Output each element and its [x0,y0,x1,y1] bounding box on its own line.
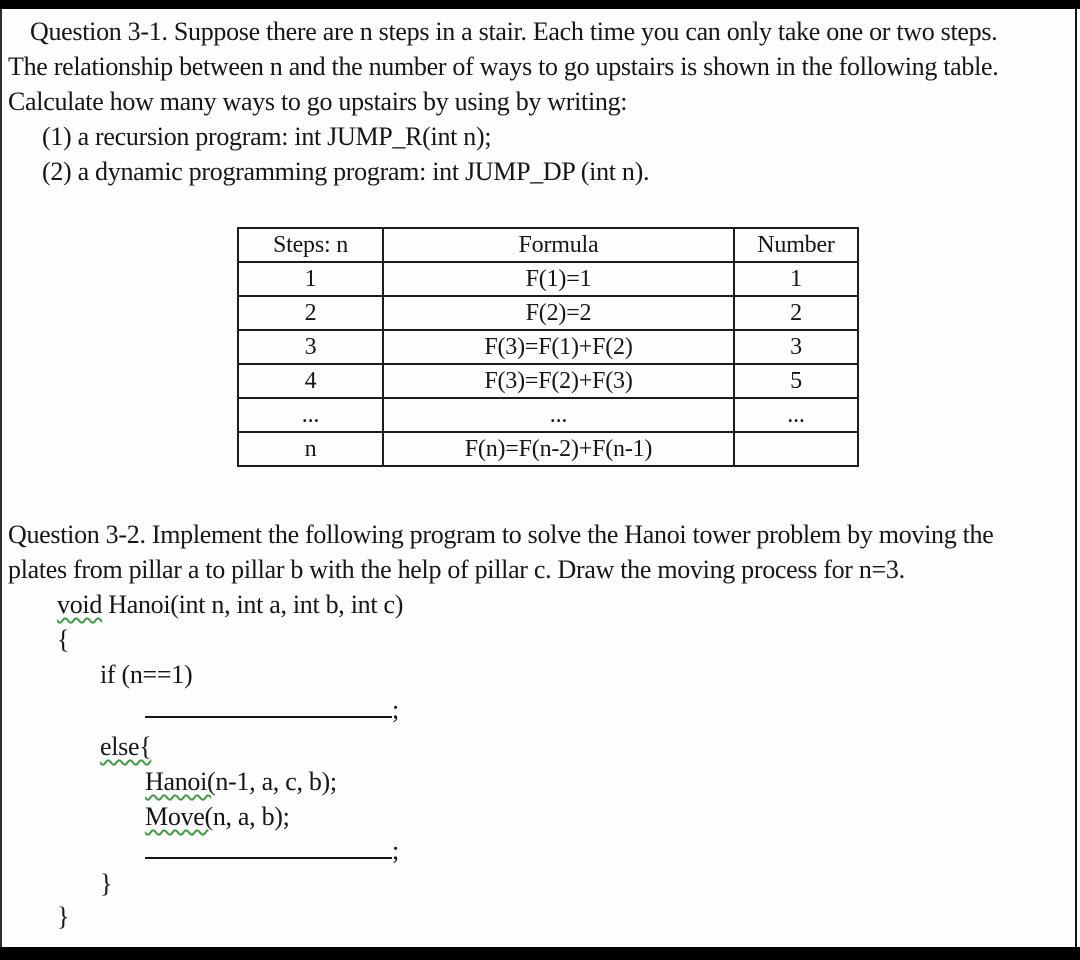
table-cell: F(1)=1 [383,262,734,296]
code-line-close-inner-brace: } [100,869,113,898]
table-cell: ... [734,398,858,432]
table-row [238,330,858,364]
steps-formula-table [237,227,859,467]
table-cell: F(3)=F(1)+F(2) [383,330,734,364]
code-line-hanoi-call [145,764,337,799]
list-item-dynamic-programming: (2) a dynamic programming program: int JUMP_DP (int n). [42,157,650,186]
right-border-line [1075,9,1077,947]
function-signature: Hanoi(int n, int a, int b, int c) [102,590,404,619]
question-3-2-paragraph [8,517,994,587]
code-line-open-brace: { [57,625,70,654]
code-line-answer-blank-2 [145,833,399,868]
table-cell: F(2)=2 [383,296,734,330]
code-line-answer-blank-1 [145,692,399,727]
table-cell: n [238,432,383,466]
table-cell: 5 [734,364,858,398]
table-cell [734,432,858,466]
table-cell: F(n)=F(n-2)+F(n-1) [383,432,734,466]
table-cell: 3 [734,330,858,364]
code-line-else [100,729,151,764]
top-border-bar [0,0,1080,9]
void-keyword-misspelling-squiggle: void [57,590,103,619]
paragraph-line: The relationship between n and the number of ways to go upstairs is shown in the following table. [8,52,999,81]
table-cell: 2 [734,296,858,330]
table-row [238,432,858,466]
column-header-formula: Formula [383,228,734,262]
table-cell: F(3)=F(2)+F(3) [383,364,734,398]
hanoi-call-squiggle: Hanoi( [145,767,216,796]
table-cell: 2 [238,296,383,330]
paragraph-line: plates from pillar a to pillar b with the help of pillar c. Draw the moving process for n=3. [8,555,905,584]
move-call-args: n, a, b); [212,802,290,831]
code-line-signature [57,587,403,622]
answer-blank-line [145,855,392,859]
list-item-recursion: (1) a recursion program: int JUMP_R(int n); [42,122,492,151]
move-call-squiggle: Move( [145,802,213,831]
paragraph-line: Question 3-1. Suppose there are n steps in a stair. Each time you can only take one or two steps. [30,17,998,46]
semicolon: ; [392,695,399,724]
bottom-border-bar [0,947,1080,960]
else-keyword-squiggle: else{ [100,732,152,761]
code-line-if: if (n==1) [100,660,193,689]
answer-blank-line [145,714,392,718]
column-header-steps: Steps: n [238,228,383,262]
question-3-1-items [42,119,649,189]
table-cell: ... [383,398,734,432]
table-row [238,296,858,330]
table-row [238,398,858,432]
table-cell: 1 [734,262,858,296]
paragraph-line: Question 3-2. Implement the following program to solve the Hanoi tower problem by moving the [8,520,994,549]
table-cell: 4 [238,364,383,398]
table-cell: 3 [238,330,383,364]
semicolon: ; [392,836,399,865]
table-header-row [238,228,858,262]
column-header-number: Number [734,228,858,262]
table-row [238,262,858,296]
question-3-1-paragraph [8,14,998,119]
code-line-move-call [145,799,290,834]
table-cell: 1 [238,262,383,296]
code-line-close-outer-brace: } [57,902,70,931]
table-cell: ... [238,398,383,432]
paragraph-line: Calculate how many ways to go upstairs by using by writing: [8,87,628,116]
table-row [238,364,858,398]
hanoi-call-args: n-1, a, c, b); [215,767,337,796]
left-border-line [0,9,2,947]
